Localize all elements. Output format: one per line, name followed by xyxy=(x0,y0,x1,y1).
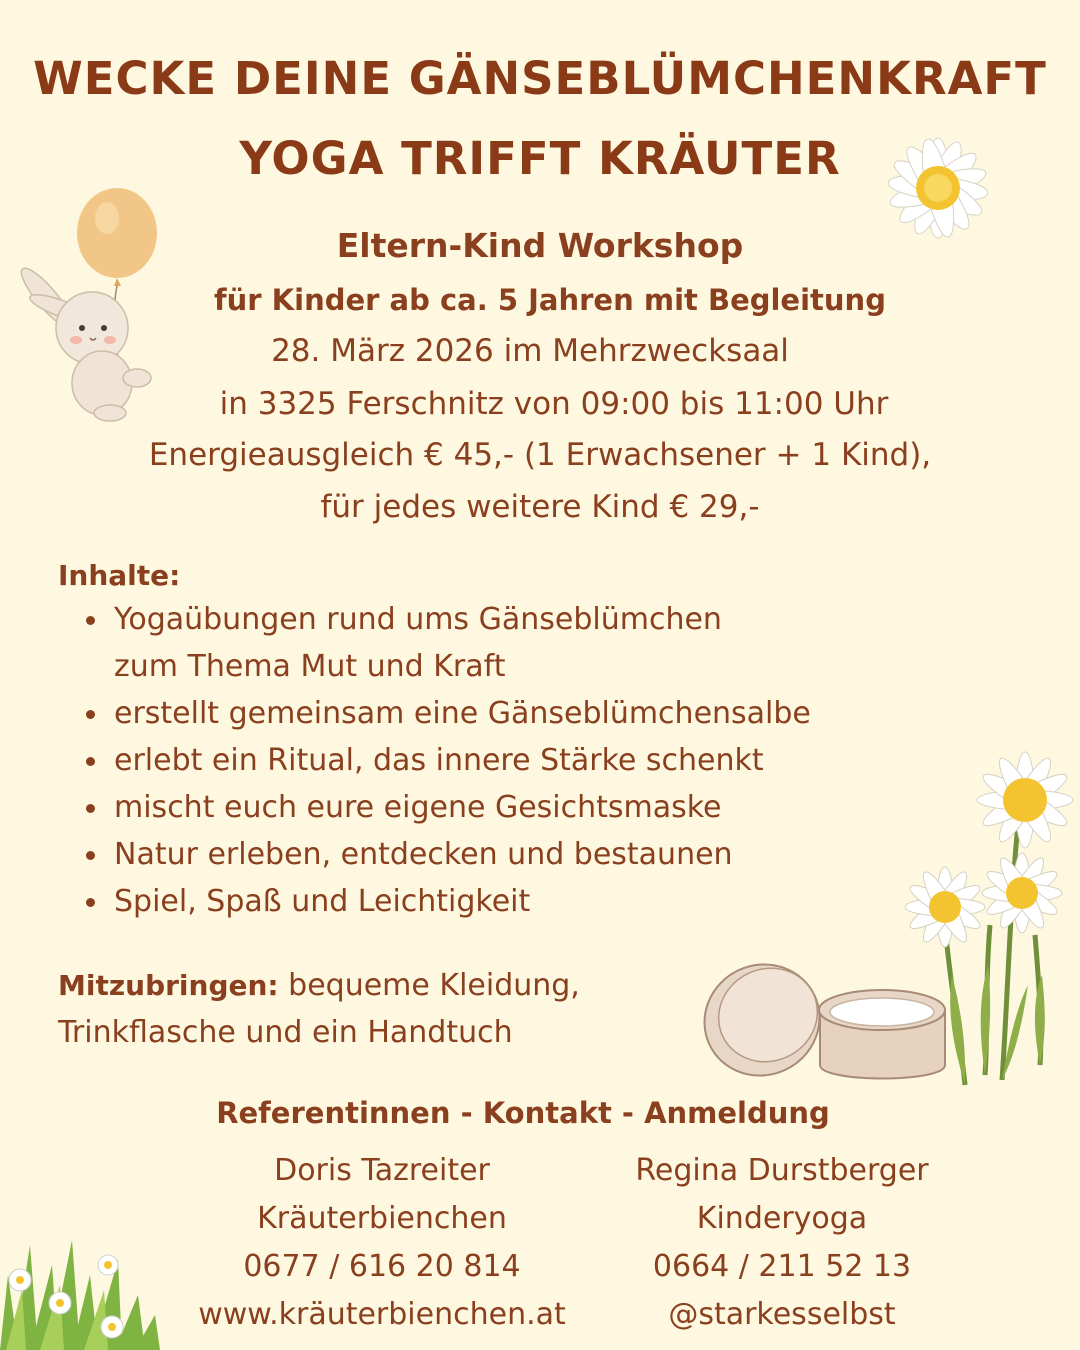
event-audience: für Kinder ab ca. 5 Jahren mit Begleitung xyxy=(214,283,886,317)
event-date-location: 28. März 2026 im Mehrzwecksaal xyxy=(271,333,789,369)
list-item-text: Yogaübungen rund ums Gänseblümchen xyxy=(114,602,722,637)
bring-label: Mitzubringen: xyxy=(58,969,279,1002)
contents-label: Inhalte: xyxy=(58,559,181,592)
list-item-text: erlebt ein Ritual, das innere Stärke schenkt xyxy=(114,743,764,778)
event-place-time: in 3325 Ferschnitz von 09:00 bis 11:00 Uhr xyxy=(219,386,889,422)
list-item xyxy=(56,737,956,784)
contact-left-website[interactable]: www.kräuterbienchen.at xyxy=(198,1297,566,1332)
bring-text-1: bequeme Kleidung, xyxy=(278,968,580,1003)
list-item xyxy=(56,690,956,737)
headline-line-1: WECKE DEINE GÄNSEBLÜMCHENKRAFT xyxy=(33,52,1047,105)
event-price-extra: für jedes weitere Kind € 29,- xyxy=(320,489,760,525)
contact-heading: Referentinnen - Kontakt - Anmeldung xyxy=(216,1096,830,1130)
list-item xyxy=(56,831,956,878)
contact-left-phone[interactable]: 0677 / 616 20 814 xyxy=(243,1249,521,1284)
contact-left-name: Doris Tazreiter xyxy=(274,1153,490,1188)
contents-list xyxy=(56,596,956,925)
contact-right-phone[interactable]: 0664 / 211 52 13 xyxy=(652,1249,912,1284)
contact-left xyxy=(172,1147,592,1339)
contact-right-name: Regina Durstberger xyxy=(635,1153,929,1188)
list-item xyxy=(56,878,956,925)
event-type: Eltern-Kind Workshop xyxy=(336,226,744,265)
list-item-text: mischt euch eure eigene Gesichtsmaske xyxy=(114,790,722,825)
list-item-text: erstellt gemeinsam eine Gänseblümchensalbe xyxy=(114,696,811,731)
headline-line-2: YOGA TRIFFT KRÄUTER xyxy=(239,132,841,185)
list-item-text: Spiel, Spaß und Leichtigkeit xyxy=(114,884,531,919)
contact-right xyxy=(572,1147,992,1339)
grass-daisies-illustration xyxy=(0,1235,160,1350)
list-item-text-cont: zum Thema Mut und Kraft xyxy=(114,649,506,684)
cream-jars-illustration xyxy=(700,955,960,1095)
contact-right-handle[interactable]: @starkesselbst xyxy=(668,1297,896,1332)
list-item-text: Natur erleben, entdecken und bestaunen xyxy=(114,837,733,872)
list-item xyxy=(56,596,956,690)
bring-section xyxy=(58,962,678,1056)
bring-text-2: Trinkflasche und ein Handtuch xyxy=(58,1015,513,1050)
list-item xyxy=(56,784,956,831)
contact-right-role: Kinderyoga xyxy=(696,1201,868,1236)
event-price-main: Energieausgleich € 45,- (1 Erwachsener + 1 Kind), xyxy=(148,437,932,473)
contact-left-role: Kräuterbienchen xyxy=(257,1201,507,1236)
